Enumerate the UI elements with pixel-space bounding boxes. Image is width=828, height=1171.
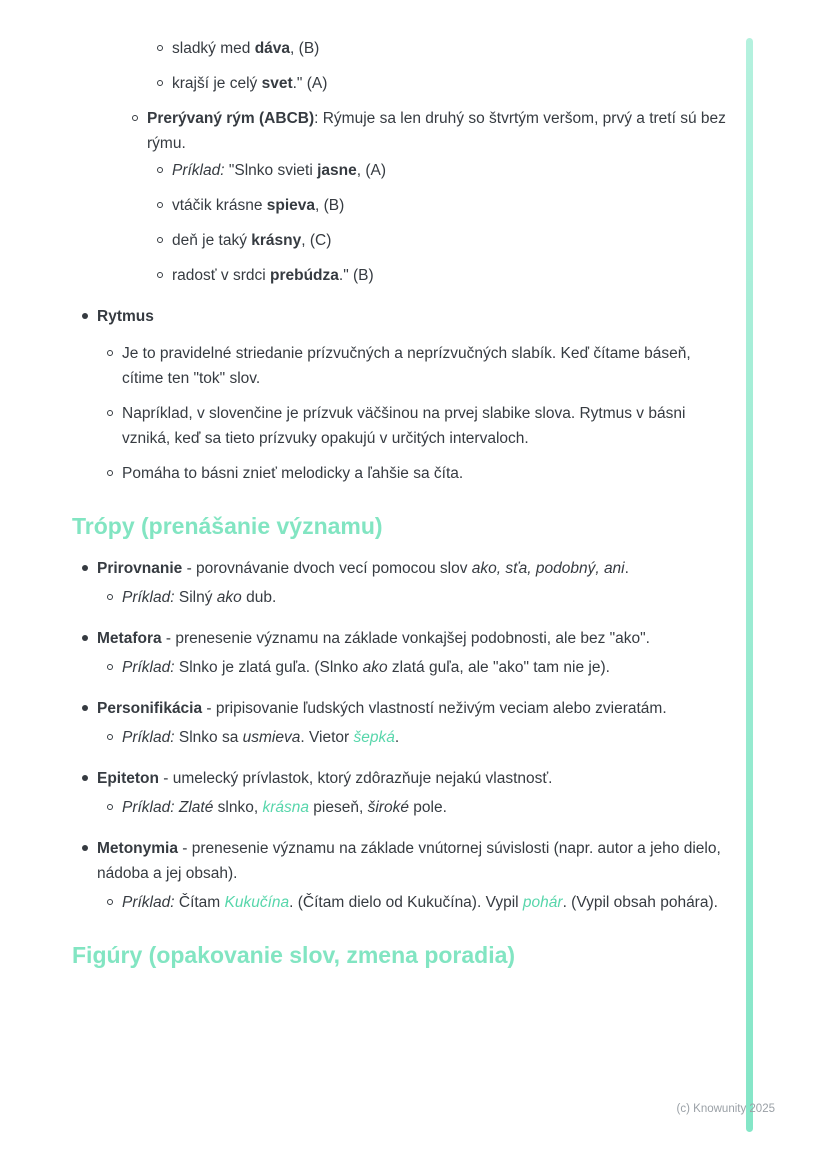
text-run: . (Vypil obsah pohára). (562, 894, 718, 911)
list-item (105, 461, 728, 486)
text-run: , (B) (290, 40, 320, 57)
circle-bullet-icon (107, 899, 113, 905)
list-item (105, 655, 728, 680)
circle-bullet-icon (107, 664, 113, 670)
disc-bullet-icon (82, 705, 88, 711)
disc-bullet-icon (82, 565, 88, 571)
text-run: Príklad: (122, 729, 175, 746)
text-run: - porovnávanie dvoch vecí pomocou slov (182, 560, 472, 577)
text-run: dáva (254, 40, 291, 57)
text-run: Príklad: (122, 799, 175, 816)
document-body (72, 36, 728, 979)
text-run: Silný (174, 589, 217, 606)
list-item (105, 795, 728, 820)
list-item (130, 106, 728, 156)
list-item (80, 696, 728, 721)
text-run: ." (B) (338, 267, 374, 284)
list-item (155, 36, 728, 61)
text-run: prebúdza (269, 267, 339, 284)
circle-bullet-icon (107, 734, 113, 740)
circle-bullet-icon (107, 470, 113, 476)
text-run: Personifikácia (97, 700, 203, 717)
text-run: . (Čítam dielo od Kukučína). Vypil (289, 894, 523, 911)
text-run: ako, sťa, podobný, ani (471, 560, 625, 577)
section-heading: Figúry (opakovanie slov, zmena poradia) (72, 942, 516, 968)
circle-bullet-icon (107, 350, 113, 356)
disc-bullet-icon (82, 635, 88, 641)
text-run: deň je taký (172, 232, 252, 249)
circle-bullet-icon (157, 272, 163, 278)
text-run: Príklad: (122, 894, 175, 911)
text-run: Je to pravidelné striedanie prízvučných a neprízvučných slabík. Keď čítame báseň, cítime ten "tok" slov. (122, 345, 691, 387)
text-run: spieva (266, 197, 316, 214)
text-run: , (A) (356, 162, 386, 179)
text-run: Prirovnanie (97, 560, 183, 577)
text-run: Príklad: (122, 589, 175, 606)
text-run: vtáčik krásne (172, 197, 267, 214)
text-run: Kukučína (224, 894, 290, 911)
text-run: pieseň, (308, 799, 368, 816)
copyright-text: (c) Knowunity 2025 (676, 1103, 775, 1115)
list-item (155, 158, 728, 183)
circle-bullet-icon (132, 115, 138, 121)
circle-bullet-icon (107, 594, 113, 600)
text-run: zlatá guľa, ale "ako" tam nie je). (387, 659, 610, 676)
text-run: Príklad: (172, 162, 225, 179)
list-item (105, 725, 728, 750)
circle-bullet-icon (107, 804, 113, 810)
list-item (80, 304, 728, 329)
text-run: Zlaté (178, 799, 214, 816)
text-run: jasne (317, 162, 357, 179)
text-run: Príklad: (122, 659, 175, 676)
text-run: šepká (353, 729, 395, 746)
text-run: , (C) (301, 232, 332, 249)
list-item (105, 401, 728, 451)
circle-bullet-icon (157, 167, 163, 173)
text-run: Pomáha to básni znieť melodicky a ľahšie sa číta. (122, 465, 464, 482)
circle-bullet-icon (157, 80, 163, 86)
list-item (105, 341, 728, 391)
disc-bullet-icon (82, 845, 88, 851)
circle-bullet-icon (157, 202, 163, 208)
text-run: sladký med (172, 40, 255, 57)
list-item (155, 263, 728, 288)
text-run: krásny (251, 232, 302, 249)
section-heading: Trópy (prenášanie významu) (72, 513, 383, 539)
text-run: slnko, (213, 799, 263, 816)
text-run: usmieva (242, 729, 301, 746)
list-item (155, 193, 728, 218)
text-run: Metonymia (97, 840, 178, 857)
text-run: pole. (408, 799, 447, 816)
text-run: Metafora (97, 630, 162, 647)
text-run: "Slnko svieti (224, 162, 318, 179)
text-run: dub. (241, 589, 277, 606)
disc-bullet-icon (82, 313, 88, 319)
circle-bullet-icon (157, 237, 163, 243)
text-run: - prenesenie významu na základe vonkajšej podobnosti, ale bez "ako". (161, 630, 650, 647)
text-run: - pripisovanie ľudských vlastností neživým veciam alebo zvieratám. (202, 700, 667, 717)
list-item (155, 228, 728, 253)
accent-side-bar (746, 38, 753, 1132)
text-run: . (394, 729, 400, 746)
text-run: ako (216, 589, 242, 606)
disc-bullet-icon (82, 775, 88, 781)
text-run: Prerývaný rým (ABCB) (147, 110, 315, 127)
text-run: : Rýmuje sa len druhý so štvrtým veršom, prvý a tretí sú bez rýmu. (147, 110, 726, 152)
text-run: ." (A) (292, 75, 328, 92)
text-run: svet (261, 75, 293, 92)
text-run: Epiteton (97, 770, 159, 787)
text-run: . (624, 560, 629, 577)
list-item (155, 71, 728, 96)
text-run: Napríklad, v slovenčine je prízvuk väčšinou na prvej slabike slova. Rytmus v básni vzniká, keď sa tieto prízvuky opakujú v určitých intervaloch. (122, 405, 686, 447)
text-run: Slnko sa (174, 729, 243, 746)
text-run: široké (367, 799, 409, 816)
text-run: - umelecký prívlastok, ktorý zdôrazňuje nejakú vlastnosť. (159, 770, 553, 787)
circle-bullet-icon (157, 45, 163, 51)
list-item (80, 556, 728, 581)
list-item (105, 585, 728, 610)
list-item (80, 766, 728, 791)
list-item (80, 836, 728, 886)
text-run: . Vietor (300, 729, 354, 746)
text-run: radosť v srdci (172, 267, 270, 284)
list-item (80, 626, 728, 651)
text-run: Slnko je zlatá guľa. (Slnko (174, 659, 363, 676)
list-item (105, 890, 728, 915)
text-run: Čítam (174, 894, 225, 911)
text-run: pohár (522, 894, 563, 911)
text-run: , (B) (315, 197, 345, 214)
text-run: krajší je celý (172, 75, 262, 92)
text-run: - prenesenie významu na základe vnútornej súvislosti (napr. autor a jeho dielo, nádoba a jej obsah). (97, 840, 721, 882)
text-run: krásna (262, 799, 309, 816)
circle-bullet-icon (107, 410, 113, 416)
text-run: Rytmus (97, 308, 154, 325)
text-run: ako (362, 659, 388, 676)
